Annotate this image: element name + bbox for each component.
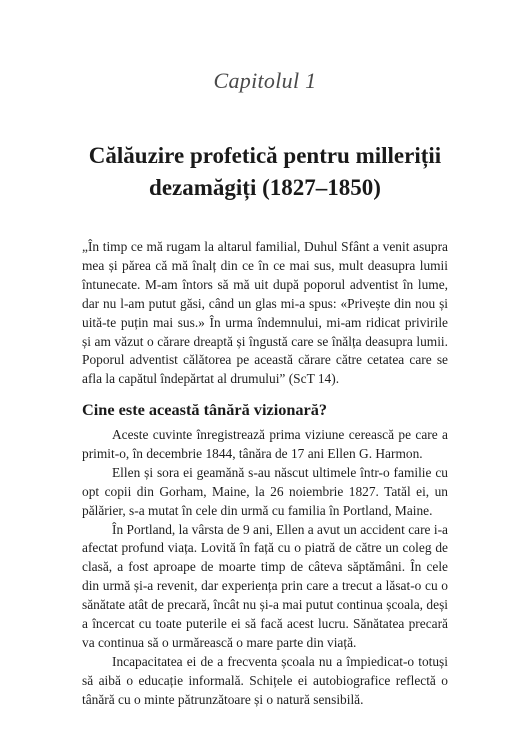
paragraph: În Portland, la vârsta de 9 ani, Ellen a avut un accident care i-a afectat profund viața. Lovită în față cu o piatră de către un coleg de clasă, a fost aproape de moarte timp de câteva săptămâni. În cele din urmă și-a revenit, dar experiența prin care a trecut a lăsat-o cu o sănătate atât de precară, încât nu și-a mai putut continua școala, deși a încercat cu toate puterile ei să facă acest lucru. Sănătatea precară va continua să o urmărească o mare parte din viață. [82,521,448,650]
section-body [82,426,448,710]
paragraph: Incapacitatea ei de a frecventa școala nu a împiedicat-o totuși să aibă o educație informală. Schițele ei autobiografice reflectă o tânără cu o minte pătrunzătoare și o natură sensibilă. [82,653,448,707]
chapter-title: Călăuzire profetică pentru milleriții dezamăgiți (1827–1850) [88,143,442,200]
chapter-label: Capitolul 1 [213,68,317,93]
paragraph: Ellen și sora ei geamănă s-au născut ultimele într-o familie cu opt copii din Gorham, Maine, la 26 noiembrie 1827. Tatăl ei, un pălărier, s-a mutat în cele din urmă cu familia în Portland, Maine. [82,464,448,518]
paragraph: Aceste cuvinte înregistrează prima viziune cerească pe care a primit-o, în decembrie 1844, tânăra de 17 ani Ellen G. Harmon. [82,427,448,461]
opening-quote: „În timp ce mă rugam la altarul familial, Duhul Sfânt a venit asupra mea și părea că mă înalț din ce în ce mai sus, mult deasupra lumii întunecate. M-am întors să mă uit după poporul adventist în lume, dar nu l-am putut găsi, când un glas mi-a spus: «Privește din nou și uită-te puțin mai sus.» În urma îndemnului, mi-am ridicat privirile și am văzut o cărare dreaptă și îngustă care se înălța deasupra lumii. Poporul adventist călătorea pe această cărare către cetatea care se afla la capătul îndepărtat al drumului” (ScT 14). [82,239,448,387]
section-heading: Cine este această tânără vizionară? [82,400,328,419]
